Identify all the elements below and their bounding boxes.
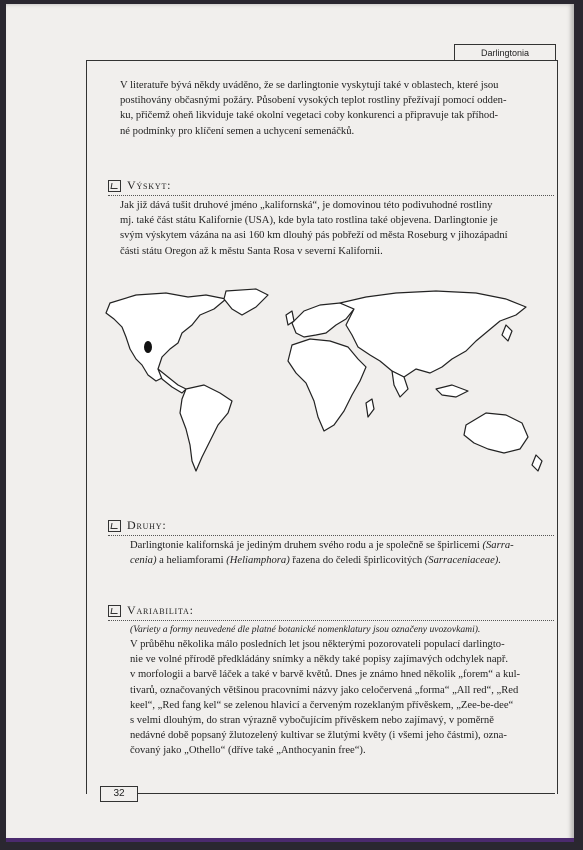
page-number: 32 [100,786,138,802]
variabilita-line: v morfologii a barvě láček a také v barvě květů. Dnes je známo hned několik „forem“ a kul- [130,669,521,681]
content-frame [86,60,558,794]
section-title: Výskyt: [127,178,172,192]
variabilita-line: s velmi dlouhým, do stran výrazně vybočujícím přívěskem nebo zajímavý, v poměrně [130,715,494,727]
druhy-text: řazena do čeledi špirlicovitých [289,555,425,567]
section-title: Druhy: [127,518,167,532]
section-title: Variabilita: [127,603,194,617]
taxon-name: cenia) [130,555,157,567]
footer-rule [137,793,555,794]
variabilita-line: keel“, „Red fang kel“ se zelenou hlavicí a červeným rozeklaným přívěskem, „Zee-be-dee“ [130,699,514,711]
druhy-text: a heliamforami [156,555,227,567]
vyskyt-line: části státu Oregon až k městu Santa Rosa v severní Kalifornii. [120,245,383,257]
vyskyt-line: Jak již dává tušit druhové jméno „kalifornská“, je domovinou této podivuhodné rostliny [120,200,493,211]
taxon-name: (Heliamphora) [226,555,290,567]
variabilita-line: čovaný jako „Othello“ (dříve také „Anthocyanin free“). [130,745,366,757]
variabilita-line: tivarů, označovaných většinou pracovními názvy jako celočervená „forma“ „All red“, „Red [130,684,519,696]
intro-line: ku, přičemž oheň likviduje také okolní vegetaci coby konkurenci a připravuje tak příhod- [120,110,499,122]
taxon-name: (Sarra- [482,540,514,551]
page-edge-rule [6,838,574,842]
variabilita-line: nie ve volné přírodě předkládány snímky a někdy také popisy zajímavých odchylek např. [130,654,509,666]
variabilita-line: nedávné době popsaný žlutozelený kultivar se žlutými květy (i všemi jeho částmi), ozna- [130,730,507,742]
vyskyt-line: mj. také část státu Kalifornie (USA), kde byla tato rostlina také objevena. Darlingtonie je [120,215,498,227]
druhy-text: Darlingtonie kalifornská je jediným druhem svého rodu a je společně se špirlicemi [130,540,483,551]
variabilita-note: (Variety a formy neuvedené dle platné botanické nomenklatury jsou označeny uvozovkami). [130,624,481,635]
intro-line: né podmínky pro klíčení semen a uchycení semenáčků. [120,125,355,137]
taxon-name: (Sarraceniaceae). [424,555,501,567]
vyskyt-line: svým výskytem vázána na asi 160 km dlouhý pás pobřeží od města Roseburg v jihozápadní [120,230,508,242]
intro-line: postihovány občasnými požáry. Působení vysokých teplot rostliny přežívají pomocí odden- [120,95,507,107]
intro-line: V literatuře bývá někdy uváděno, že se darlingtonie vyskytují také v oblastech, které jsou [120,80,499,91]
variabilita-line: V průběhu několika málo posledních let jsou některými pozorovateli populací darlingto- [130,639,505,650]
running-header: Darlingtonia [454,44,556,61]
